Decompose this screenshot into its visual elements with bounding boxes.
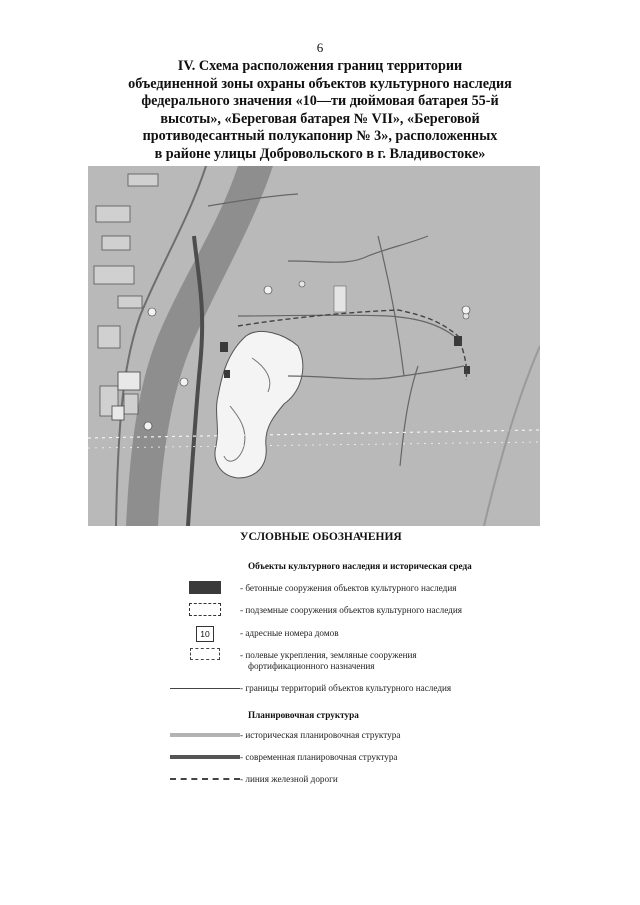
legend-item-boundaries xyxy=(170,681,451,703)
legend-item-modern-structure xyxy=(170,750,398,772)
concrete-swatch-icon xyxy=(189,581,221,594)
legend-section-heritage: Объекты культурного наследия и историческая среда xyxy=(248,561,472,571)
title-line-4: высоты», «Береговая батарея № VII», «Береговой xyxy=(160,110,480,127)
boundary-line-icon xyxy=(170,688,240,689)
legend-label-field-1: - полевые укрепления, земляные сооружения xyxy=(240,650,417,660)
legend-title: УСЛОВНЫЕ ОБОЗНАЧЕНИЯ xyxy=(240,531,402,543)
page-number: 6 xyxy=(316,40,324,55)
legend-label-house-numbers: - адресные номера домов xyxy=(240,628,339,638)
legend-item-house-numbers xyxy=(170,626,339,648)
title-line-5: противодесантный полукапонир № 3», расположенных xyxy=(142,128,498,145)
title-line-1: IV. Схема расположения границ территории xyxy=(177,58,463,74)
legend-item-railway xyxy=(170,772,338,794)
underground-swatch-icon xyxy=(189,603,221,616)
railway-line-icon xyxy=(170,778,240,780)
field-fortification-icon xyxy=(190,648,220,660)
historic-structure-icon xyxy=(170,733,240,737)
legend-item-field-fortifications xyxy=(170,648,417,678)
legend-item-underground xyxy=(170,603,462,625)
legend-label-modern-structure: - современная планировочная структура xyxy=(240,752,398,762)
legend-label-railway: - линия железной дороги xyxy=(240,774,338,784)
legend-label-boundaries: - границы территорий объектов культурного наследия xyxy=(240,683,452,693)
site-map-drawing xyxy=(88,166,540,526)
title-line-6: в районе улицы Добровольского в г. Владивостоке» xyxy=(154,145,486,162)
legend-item-historic-structure xyxy=(170,728,400,750)
legend-label-historic-structure: - историческая планировочная структура xyxy=(240,730,401,740)
document-title xyxy=(100,58,540,164)
title-line-3: федерального значения «10—ти дюймовая батарея 55-й xyxy=(141,93,499,110)
legend-label-field-2: фортификационного назначения xyxy=(248,661,375,671)
site-map xyxy=(88,166,540,526)
modern-structure-icon xyxy=(170,755,240,759)
legend-section-planning: Планировочная структура xyxy=(248,710,359,720)
legend-label-underground: - подземные сооружения объектов культурного наследия xyxy=(240,605,462,615)
house-number-icon: 10 xyxy=(196,626,214,642)
title-line-2: объединенной зоны охраны объектов культурного наследия xyxy=(128,75,512,92)
legend-item-concrete xyxy=(170,581,456,603)
legend-label-concrete: - бетонные сооружения объектов культурного наследия xyxy=(240,583,457,593)
